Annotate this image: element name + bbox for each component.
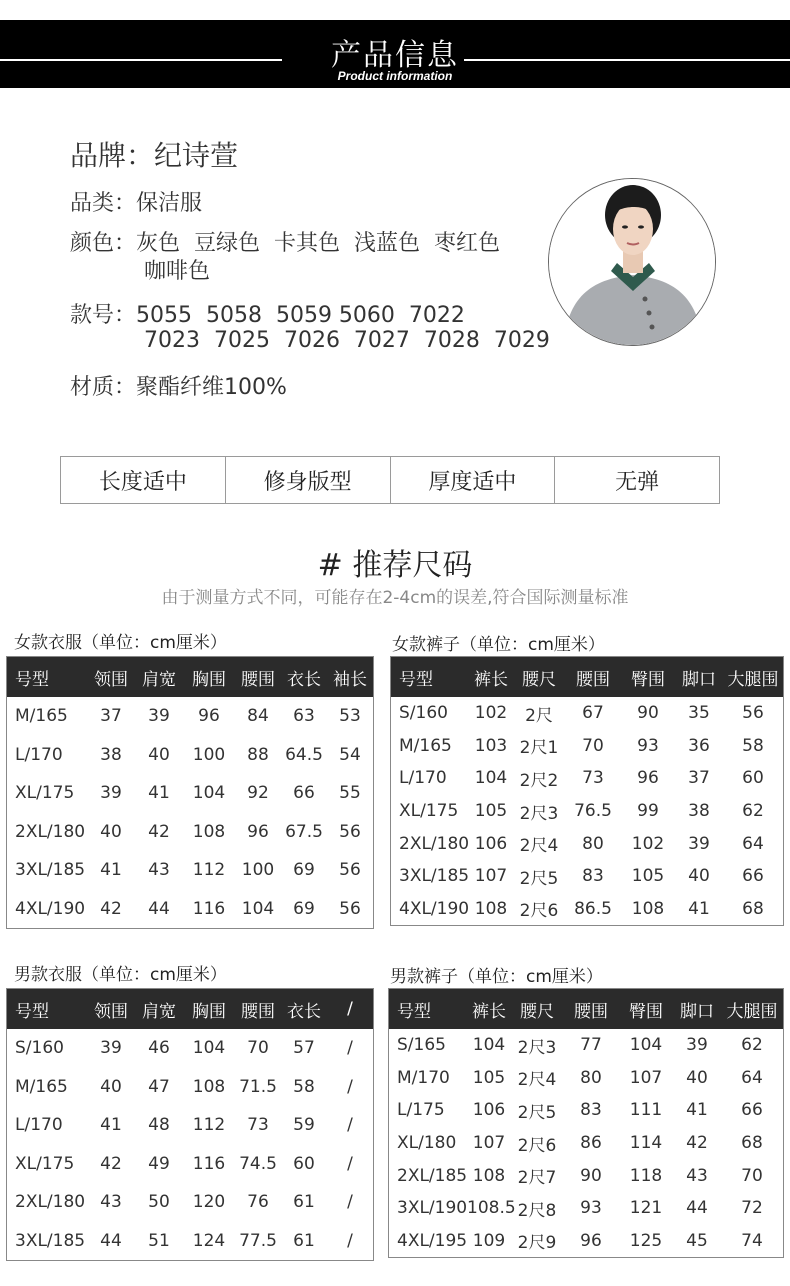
table-cell: 49	[148, 1153, 170, 1174]
table-cell: L/175	[397, 1100, 445, 1121]
table-cell: 56	[339, 898, 361, 919]
table-cell: 2尺4	[519, 836, 559, 857]
table-cell: 44	[100, 1230, 122, 1251]
table-header-cell: 号型	[399, 669, 433, 690]
table-cell: 76.5	[574, 801, 612, 822]
table-row	[7, 851, 373, 890]
table-cell: 54	[339, 744, 361, 765]
table-cell: 44	[686, 1198, 708, 1219]
page-title: 产品信息	[331, 38, 459, 73]
table-header-cell: 脚口	[682, 669, 716, 690]
size-section-title: # 推荐尺码	[317, 548, 473, 583]
table-cell: /	[347, 1076, 353, 1097]
men-pants-size-table	[388, 988, 784, 1258]
table-cell: 2尺5	[519, 868, 559, 889]
table-cell: 39	[100, 1038, 122, 1059]
table-row	[7, 1222, 373, 1261]
table-header-row	[7, 657, 373, 697]
table-cell: 93	[580, 1198, 602, 1219]
table-row	[7, 697, 373, 736]
table-cell: L/170	[15, 744, 63, 765]
table-header-cell: 裤长	[474, 669, 508, 690]
table-cell: S/160	[15, 1038, 64, 1059]
product-colors-continued: 咖啡色	[144, 259, 211, 284]
table-cell: 93	[637, 735, 659, 756]
feature-elasticity: 无弹	[554, 457, 719, 503]
table-cell: 2XL/185	[397, 1165, 468, 1186]
table-cell: 118	[629, 1165, 663, 1186]
table-cell: M/165	[15, 1076, 68, 1097]
table-row	[391, 893, 783, 926]
men-top-table-label: 男款衣服（单位：cm厘米）	[14, 965, 227, 985]
table-cell: 46	[148, 1038, 170, 1059]
table-cell: 2尺3	[517, 1037, 557, 1058]
table-row	[7, 1068, 373, 1107]
table-row	[391, 860, 783, 893]
table-cell: 40	[686, 1067, 708, 1088]
size-section-note: 由于测量方式不同，可能存在2-4cm的误差,符合国际测量标准	[161, 588, 629, 608]
table-cell: 2尺3	[519, 803, 559, 824]
table-cell: 38	[100, 744, 122, 765]
table-cell: 109	[472, 1230, 506, 1251]
table-row	[389, 1029, 783, 1062]
table-cell: 83	[582, 866, 604, 887]
table-cell: 121	[629, 1198, 663, 1219]
table-row	[7, 1029, 373, 1068]
table-cell: 48	[148, 1115, 170, 1136]
table-header-cell: 肩宽	[142, 669, 176, 690]
table-cell: 41	[100, 1115, 122, 1136]
product-brand: 品牌：纪诗萱	[70, 139, 239, 172]
table-cell: 66	[741, 1100, 763, 1121]
table-cell: 107	[474, 866, 508, 887]
table-cell: 71.5	[239, 1076, 277, 1097]
table-cell: 41	[686, 1100, 708, 1121]
table-cell: 40	[100, 821, 122, 842]
table-cell: 103	[474, 735, 508, 756]
table-cell: 43	[100, 1192, 122, 1213]
table-cell: 3XL/185	[399, 866, 470, 887]
table-cell: 38	[688, 801, 710, 822]
table-row	[7, 1183, 373, 1222]
page-subtitle: Product information	[337, 69, 453, 83]
table-header-cell: 腰围	[241, 1001, 275, 1022]
table-row	[7, 774, 373, 813]
table-row	[7, 1106, 373, 1145]
table-cell: S/160	[399, 703, 448, 724]
table-cell: 108	[192, 821, 226, 842]
table-cell: 42	[148, 821, 170, 842]
table-cell: 40	[148, 744, 170, 765]
table-cell: 72	[741, 1198, 763, 1219]
table-cell: 37	[688, 768, 710, 789]
table-cell: 3XL/185	[15, 1230, 86, 1251]
product-colors: 颜色：灰色 豆绿色 卡其色 浅蓝色 枣红色	[70, 231, 500, 256]
table-cell: 45	[686, 1230, 708, 1251]
table-cell: 50	[148, 1192, 170, 1213]
table-cell: 4XL/190	[15, 898, 86, 919]
table-header-cell: 脚口	[680, 1001, 714, 1022]
table-cell: 108	[192, 1076, 226, 1097]
table-cell: 59	[293, 1115, 315, 1136]
table-cell: 61	[293, 1192, 315, 1213]
table-header-cell: 号型	[15, 669, 49, 690]
table-header-cell: /	[347, 999, 353, 1019]
table-header-cell: 胸围	[192, 669, 226, 690]
table-cell: 41	[148, 783, 170, 804]
table-cell: 74	[741, 1230, 763, 1251]
table-cell: /	[347, 1230, 353, 1251]
table-header-cell: 腰尺	[522, 669, 556, 690]
table-header-cell: 领围	[94, 1001, 128, 1022]
table-cell: 96	[637, 768, 659, 789]
table-cell: 92	[247, 783, 269, 804]
table-cell: 60	[293, 1153, 315, 1174]
table-cell: 41	[688, 898, 710, 919]
product-style-numbers: 款号：5055 5058 5059 5060 7022	[70, 303, 465, 328]
men-pants-table-label: 男款裤子（单位：cm厘米）	[390, 967, 603, 987]
table-cell: 40	[688, 866, 710, 887]
table-cell: 104	[474, 768, 508, 789]
table-header-cell: 号型	[15, 1001, 49, 1022]
table-cell: 41	[100, 860, 122, 881]
table-row	[389, 1192, 783, 1225]
table-cell: 2尺9	[517, 1233, 557, 1254]
table-cell: 90	[637, 703, 659, 724]
table-cell: 56	[339, 860, 361, 881]
table-row	[7, 736, 373, 775]
table-cell: 35	[688, 703, 710, 724]
table-row	[391, 730, 783, 763]
table-cell: 86	[580, 1133, 602, 1154]
table-cell: 55	[339, 783, 361, 804]
table-cell: /	[347, 1192, 353, 1213]
table-cell: 64.5	[285, 744, 323, 765]
table-cell: 64	[741, 1067, 763, 1088]
table-cell: 112	[192, 860, 226, 881]
product-material: 材质：聚酯纤维100%	[70, 375, 287, 400]
table-row	[7, 890, 373, 929]
women-pants-table-label: 女款裤子（单位：cm厘米）	[392, 635, 605, 655]
table-cell: 80	[580, 1067, 602, 1088]
table-cell: /	[347, 1115, 353, 1136]
table-cell: 77.5	[239, 1230, 277, 1251]
table-cell: 88	[247, 744, 269, 765]
table-cell: 116	[192, 898, 226, 919]
table-cell: 2XL/180	[15, 821, 86, 842]
table-cell: 108.5	[467, 1198, 516, 1219]
table-cell: 63	[293, 706, 315, 727]
table-cell: 108	[472, 1165, 506, 1186]
table-header-cell: 裤长	[472, 1001, 506, 1022]
table-cell: 44	[148, 898, 170, 919]
table-header-cell: 衣长	[287, 669, 321, 690]
table-cell: 4XL/190	[399, 898, 470, 919]
table-cell: 104	[629, 1035, 663, 1056]
table-cell: 100	[192, 744, 226, 765]
table-cell: 105	[474, 801, 508, 822]
table-cell: 73	[582, 768, 604, 789]
table-header-row	[389, 989, 783, 1029]
table-cell: /	[347, 1038, 353, 1059]
table-cell: 2尺2	[519, 770, 559, 791]
table-cell: XL/175	[15, 1153, 75, 1174]
table-cell: 120	[192, 1192, 226, 1213]
table-cell: 70	[741, 1165, 763, 1186]
table-cell: 96	[247, 821, 269, 842]
table-cell: 2尺6	[517, 1135, 557, 1156]
table-row	[389, 1062, 783, 1095]
table-cell: 62	[742, 801, 764, 822]
table-cell: 102	[474, 703, 508, 724]
table-cell: 60	[742, 768, 764, 789]
table-cell: 68	[742, 898, 764, 919]
product-style-numbers-continued: 7023 7025 7026 7027 7028 7029	[144, 328, 550, 353]
table-cell: 39	[688, 833, 710, 854]
table-header-cell: 袖长	[333, 669, 367, 690]
table-row	[391, 827, 783, 860]
table-cell: 67.5	[285, 821, 323, 842]
table-cell: 96	[198, 706, 220, 727]
table-row	[391, 697, 783, 730]
table-cell: 80	[582, 833, 604, 854]
table-cell: 105	[472, 1067, 506, 1088]
table-cell: 104	[192, 1038, 226, 1059]
table-cell: 106	[474, 833, 508, 854]
table-header-cell: 大腿围	[726, 1001, 778, 1022]
table-cell: 102	[631, 833, 665, 854]
table-cell: 106	[472, 1100, 506, 1121]
table-cell: 124	[192, 1230, 226, 1251]
table-header-cell: 腰围	[574, 1001, 608, 1022]
table-row	[7, 813, 373, 852]
table-row	[389, 1225, 783, 1258]
table-row	[391, 795, 783, 828]
table-cell: 100	[241, 860, 275, 881]
table-cell: 96	[580, 1230, 602, 1251]
women-pants-size-table	[390, 656, 784, 926]
table-cell: /	[347, 1153, 353, 1174]
table-cell: 2尺8	[517, 1200, 557, 1221]
table-cell: M/165	[399, 735, 452, 756]
model-photo	[548, 178, 716, 346]
table-cell: 69	[293, 860, 315, 881]
table-cell: 62	[741, 1035, 763, 1056]
table-cell: 56	[742, 703, 764, 724]
table-cell: 4XL/195	[397, 1230, 468, 1251]
table-cell: 68	[741, 1133, 763, 1154]
table-header-cell: 肩宽	[142, 1001, 176, 1022]
table-cell: 114	[629, 1133, 663, 1154]
table-cell: 56	[339, 821, 361, 842]
table-cell: 53	[339, 706, 361, 727]
women-top-size-table	[6, 656, 374, 929]
table-row	[389, 1159, 783, 1192]
table-cell: 57	[293, 1038, 315, 1059]
table-cell: 43	[686, 1165, 708, 1186]
table-cell: 3XL/190	[397, 1198, 468, 1219]
table-cell: S/165	[397, 1035, 446, 1056]
table-cell: 99	[637, 801, 659, 822]
table-cell: 37	[100, 706, 122, 727]
table-cell: 69	[293, 898, 315, 919]
table-cell: 2尺4	[517, 1070, 557, 1091]
table-cell: 51	[148, 1230, 170, 1251]
table-header-cell: 腰尺	[520, 1001, 554, 1022]
table-header-row	[391, 657, 783, 697]
table-cell: 104	[241, 898, 275, 919]
men-top-size-table	[6, 988, 374, 1261]
table-cell: 67	[582, 703, 604, 724]
table-cell: 70	[582, 735, 604, 756]
table-cell: 105	[631, 866, 665, 887]
table-cell: 74.5	[239, 1153, 277, 1174]
table-cell: XL/175	[399, 801, 459, 822]
table-cell: 2尺5	[517, 1102, 557, 1123]
table-cell: 66	[742, 866, 764, 887]
table-cell: 76	[247, 1192, 269, 1213]
table-cell: 116	[192, 1153, 226, 1174]
table-cell: 70	[247, 1038, 269, 1059]
table-cell: 3XL/185	[15, 860, 86, 881]
feature-thickness: 厚度适中	[390, 457, 555, 503]
table-header-cell: 号型	[397, 1001, 431, 1022]
table-header-row	[7, 989, 373, 1029]
table-cell: 2尺1	[519, 738, 559, 759]
table-cell: 61	[293, 1230, 315, 1251]
table-cell: 107	[472, 1133, 506, 1154]
table-cell: 104	[472, 1035, 506, 1056]
table-cell: 84	[247, 706, 269, 727]
table-cell: 2尺7	[517, 1168, 557, 1189]
table-cell: 42	[100, 898, 122, 919]
table-header-cell: 臀围	[631, 669, 665, 690]
women-top-table-label: 女款衣服（单位：cm厘米）	[14, 633, 227, 653]
table-cell: 83	[580, 1100, 602, 1121]
table-cell: 39	[686, 1035, 708, 1056]
table-cell: 39	[148, 706, 170, 727]
feature-fit: 修身版型	[225, 457, 390, 503]
feature-tags	[60, 456, 720, 504]
table-cell: 104	[192, 783, 226, 804]
table-cell: 43	[148, 860, 170, 881]
table-cell: 36	[688, 735, 710, 756]
table-cell: 42	[686, 1133, 708, 1154]
table-cell: M/170	[397, 1067, 450, 1088]
table-cell: L/170	[399, 768, 447, 789]
table-cell: 2XL/180	[15, 1192, 86, 1213]
table-cell: L/170	[15, 1115, 63, 1136]
table-cell: 66	[293, 783, 315, 804]
table-row	[389, 1127, 783, 1160]
table-cell: 40	[100, 1076, 122, 1097]
table-row	[391, 762, 783, 795]
table-cell: 108	[474, 898, 508, 919]
table-header-cell: 大腿围	[727, 669, 779, 690]
table-header-cell: 腰围	[241, 669, 275, 690]
table-cell: 73	[247, 1115, 269, 1136]
table-header-cell: 腰围	[576, 669, 610, 690]
table-cell: 2XL/180	[399, 833, 470, 854]
table-cell: XL/175	[15, 783, 75, 804]
table-cell: 90	[580, 1165, 602, 1186]
table-cell: 47	[148, 1076, 170, 1097]
table-cell: 2尺6	[519, 901, 559, 922]
table-cell: 86.5	[574, 898, 612, 919]
table-cell: 58	[293, 1076, 315, 1097]
table-row	[389, 1094, 783, 1127]
table-cell: 107	[629, 1067, 663, 1088]
feature-length: 长度适中	[98, 469, 187, 495]
table-header-cell: 衣长	[287, 1001, 321, 1022]
table-cell: 108	[631, 898, 665, 919]
table-cell: 58	[742, 735, 764, 756]
table-header-cell: 胸围	[192, 1001, 226, 1022]
table-cell: 42	[100, 1153, 122, 1174]
table-cell: 125	[629, 1230, 663, 1251]
product-category: 品类：保洁服	[70, 191, 203, 216]
table-row	[7, 1145, 373, 1184]
table-cell: 112	[192, 1115, 226, 1136]
table-cell: M/165	[15, 706, 68, 727]
table-cell: 2尺	[525, 705, 553, 726]
table-cell: 39	[100, 783, 122, 804]
table-cell: 77	[580, 1035, 602, 1056]
table-cell: 111	[629, 1100, 663, 1121]
table-cell: 64	[742, 833, 764, 854]
table-cell: XL/180	[397, 1133, 457, 1154]
table-header-cell: 臀围	[629, 1001, 663, 1022]
table-header-cell: 领围	[94, 669, 128, 690]
